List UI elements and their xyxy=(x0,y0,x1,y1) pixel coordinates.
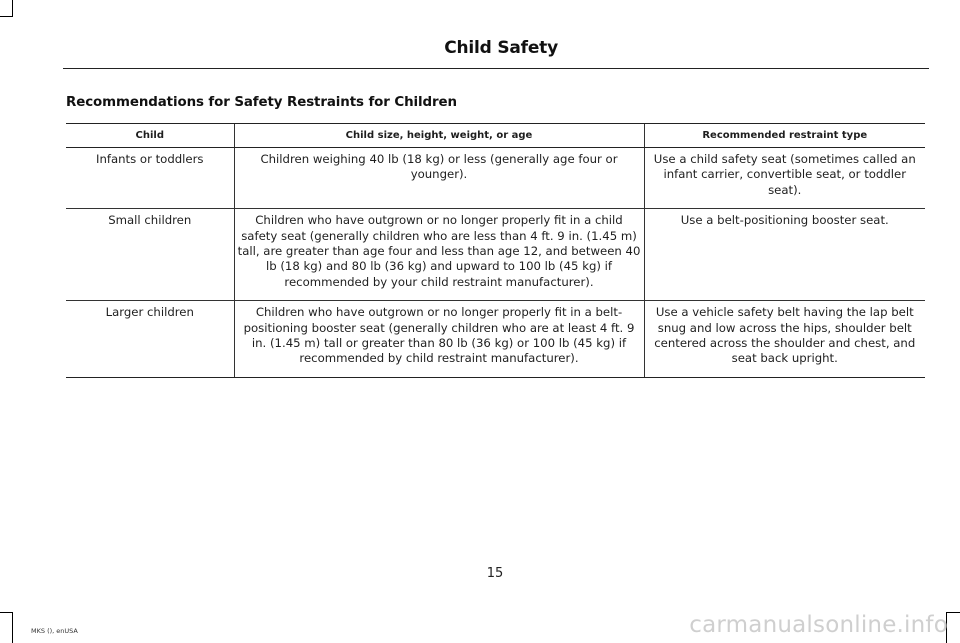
page-number: 15 xyxy=(486,566,504,581)
cell-child: Small children xyxy=(66,209,234,301)
section-heading: Recommendations for Safety Restraints for Children xyxy=(66,95,457,110)
cell-size: Children who have outgrown or no longer properly fit in a child safety seat (generally children who are less than 4 ft. 9 in. (1.45 m) tall, are greater than age four and less than age 12, and between 40 lb (18 kg) and 80 lb (36 kg) and upward to 100 lb (45 kg) if recommended by your child restraint manufacturer). xyxy=(234,209,644,301)
table-header-row xyxy=(66,124,925,148)
crop-mark-bottom-right-horizontal xyxy=(946,612,960,613)
cell-size: Children weighing 40 lb (18 kg) or less (generally age four or younger). xyxy=(234,148,644,209)
restraint-recommendations-table xyxy=(66,123,925,378)
cell-size: Children who have outgrown or no longer properly fit in a belt-positioning booster seat (generally children who are at least 4 ft. 9 in. (1.45 m) tall or greater than 80 lb (36 kg) or 100 lb (45 kg) if recommended by child restraint manufacturer). xyxy=(234,301,644,378)
cell-restraint: Use a child safety seat (sometimes called an infant carrier, convertible seat, or toddler seat). xyxy=(644,148,925,209)
footer-document-code: MKS (), enUSA xyxy=(31,627,78,635)
crop-mark-bottom-left-horizontal xyxy=(0,612,13,613)
cell-child: Infants or toddlers xyxy=(66,148,234,209)
table-row xyxy=(66,301,925,378)
column-header-restraint-type: Recommended restraint type xyxy=(644,124,925,148)
table-row xyxy=(66,148,925,209)
header-rule xyxy=(63,68,929,69)
crop-mark-top-left-horizontal xyxy=(0,16,13,17)
crop-mark-top-left-vertical xyxy=(12,0,13,16)
watermark: carmanualsonline.info xyxy=(689,612,948,638)
cell-restraint: Use a vehicle safety belt having the lap belt snug and low across the hips, shoulder belt centered across the shoulder and chest, and seat back upright. xyxy=(644,301,925,378)
column-header-size: Child size, height, weight, or age xyxy=(234,124,644,148)
cell-child: Larger children xyxy=(66,301,234,378)
page-header-title: Child Safety xyxy=(444,38,558,58)
cell-restraint: Use a belt-positioning booster seat. xyxy=(644,209,925,301)
crop-mark-bottom-left-vertical xyxy=(12,613,13,643)
table-row xyxy=(66,209,925,301)
column-header-child: Child xyxy=(66,124,234,148)
